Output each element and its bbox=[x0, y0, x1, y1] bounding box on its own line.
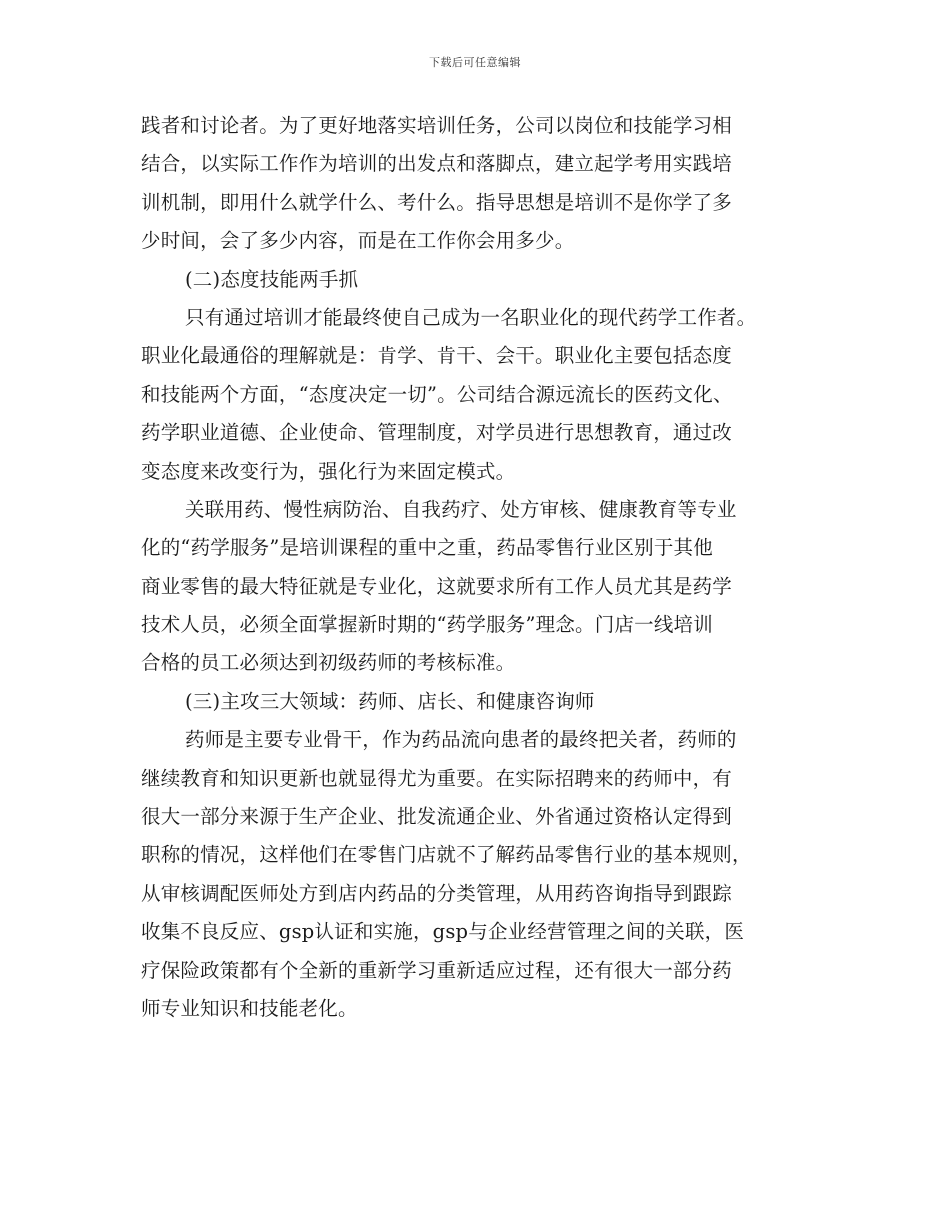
text-line: 疗保险政策都有个全新的重新学习重新适应过程，还有很大一部分药 bbox=[141, 958, 733, 982]
text-line: 收集不良反应、gsp认证和实施，gsp与企业经营管理之间的关联，医 bbox=[141, 920, 745, 944]
text-line: 药师是主要专业骨干，作为药品流向患者的最终把关者，药师的 bbox=[185, 728, 737, 752]
text-line: 职业化最通俗的理解就是：肯学、肯干、会干。职业化主要包括态度 bbox=[141, 344, 733, 368]
text-line: 很大一部分来源于生产企业、批发流通企业、外省通过资格认定得到 bbox=[141, 805, 733, 829]
text-line: 师专业知识和技能老化。 bbox=[141, 996, 358, 1020]
text-line: 少时间，会了多少内容，而是在工作你会用多少。 bbox=[141, 229, 575, 253]
text-line: 和技能两个方面，“态度决定一切”。公司结合源远流长的医药文化、 bbox=[141, 382, 733, 406]
document-body bbox=[141, 107, 809, 1028]
page-header-note: 下载后可任意编辑 bbox=[429, 56, 521, 69]
text-line: 从审核调配医师处方到店内药品的分类管理，从用药咨询指导到跟踪 bbox=[141, 881, 733, 905]
section-heading-3: (三)主攻三大领域：药师、店长、和健康咨询师 bbox=[185, 689, 595, 713]
text-line: 只有通过培训才能最终使自己成为一名职业化的现代药学工作者。 bbox=[185, 305, 757, 329]
text-line: 变态度来改变行为，强化行为来固定模式。 bbox=[141, 459, 516, 483]
text-line: 关联用药、慢性病防治、自我药疗、处方审核、健康教育等专业 bbox=[185, 497, 737, 521]
text-line: 结合，以实际工作作为培训的出发点和落脚点，建立起学考用实践培 bbox=[141, 152, 733, 176]
text-line: 训机制，即用什么就学什么、考什么。指导思想是培训不是你学了多 bbox=[141, 190, 733, 214]
text-line: 职称的情况，这样他们在零售门店就不了解药品零售行业的基本规则， bbox=[141, 843, 752, 867]
text-line: 践者和讨论者。为了更好地落实培训任务，公司以岗位和技能学习相 bbox=[141, 114, 733, 137]
text-line: 技术人员，必须全面掌握新时期的“药学服务”理念。门店一线培训 bbox=[141, 613, 713, 637]
text-line: 继续教育和知识更新也就显得尤为重要。在实际招聘来的药师中，有 bbox=[141, 766, 733, 790]
text-line: 药学职业道德、企业使命、管理制度，对学员进行思想教育，通过改 bbox=[141, 421, 733, 445]
text-line: 商业零售的最大特征就是专业化，这就要求所有工作人员尤其是药学 bbox=[141, 574, 733, 598]
text-line: 化的“药学服务”是培训课程的重中之重，药品零售行业区别于其他 bbox=[141, 536, 713, 560]
text-line: 合格的员工必须达到初级药师的考核标准。 bbox=[141, 651, 516, 675]
section-heading-2: (二)态度技能两手抓 bbox=[185, 267, 359, 291]
